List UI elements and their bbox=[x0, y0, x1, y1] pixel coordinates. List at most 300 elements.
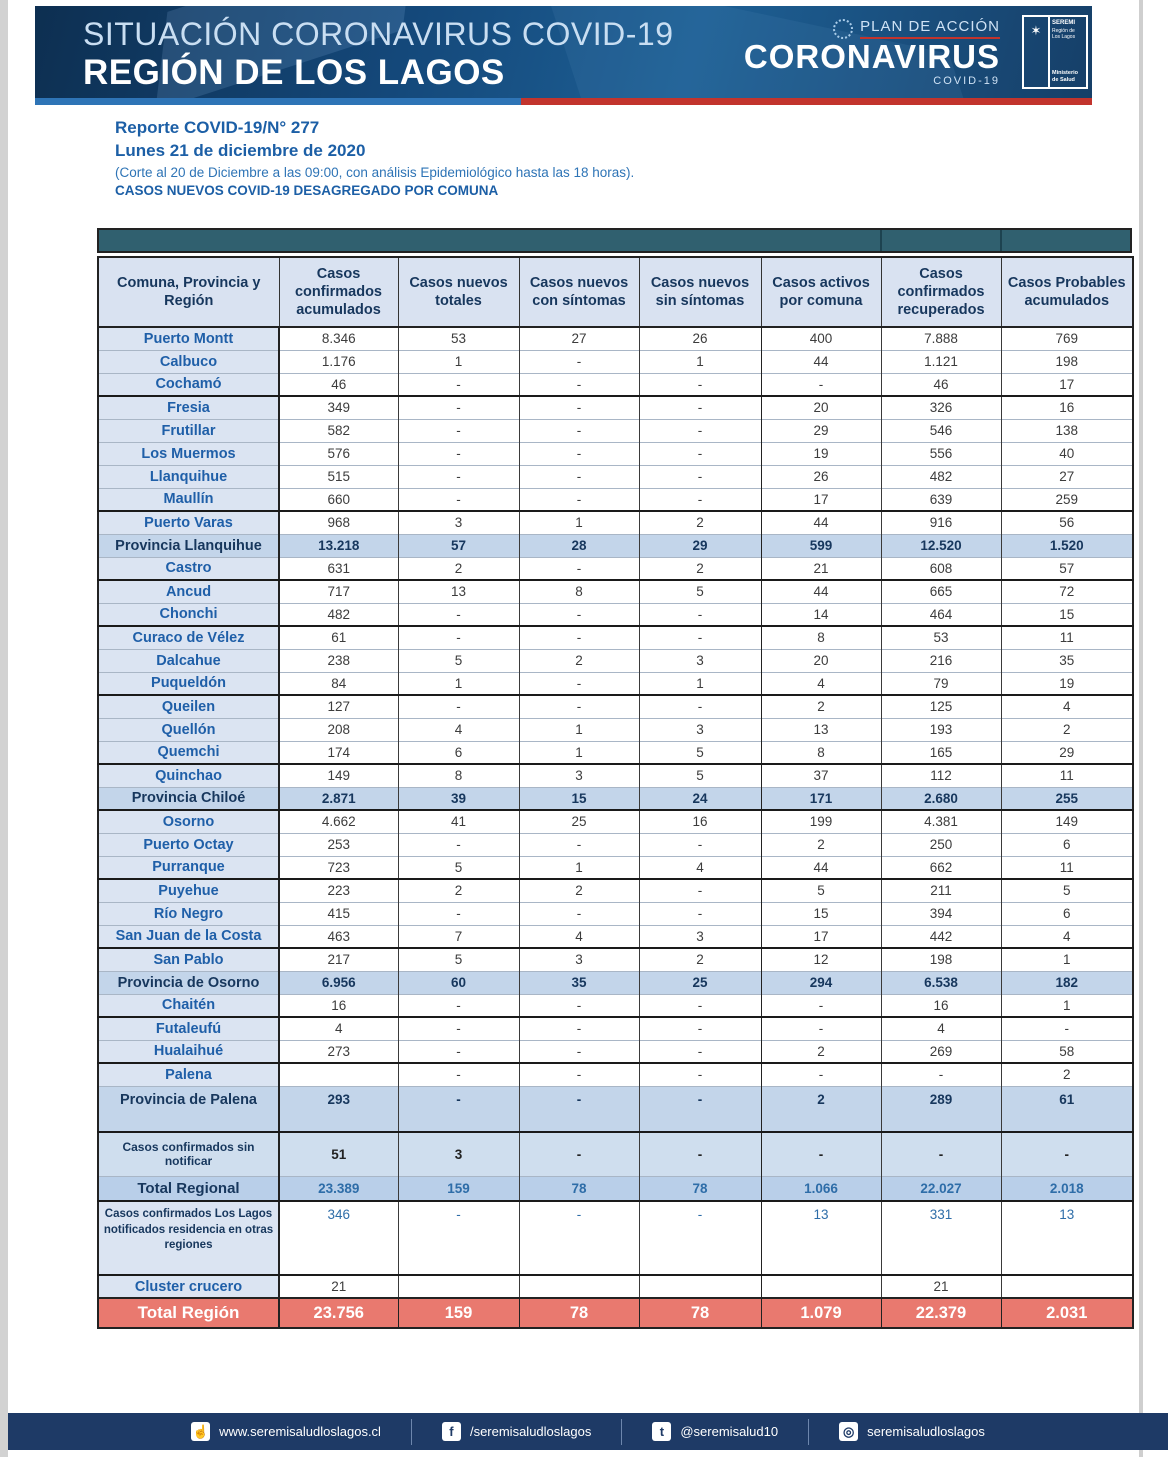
value-cell: - bbox=[519, 994, 639, 1017]
value-cell: - bbox=[519, 1040, 639, 1063]
value-cell: - bbox=[519, 902, 639, 925]
value-cell: 400 bbox=[761, 327, 881, 350]
value-cell: 599 bbox=[761, 534, 881, 557]
value-cell: - bbox=[519, 350, 639, 373]
value-cell: 46 bbox=[279, 373, 398, 396]
value-cell: - bbox=[398, 396, 519, 419]
value-cell: 3 bbox=[519, 764, 639, 787]
value-cell: 25 bbox=[639, 971, 761, 994]
value-cell: 211 bbox=[881, 879, 1001, 902]
value-cell: 1 bbox=[519, 741, 639, 764]
row-label: Osorno bbox=[98, 810, 279, 833]
page-right-edge bbox=[1139, 0, 1143, 1457]
row-label: Hualaihué bbox=[98, 1040, 279, 1063]
value-cell: 3 bbox=[398, 511, 519, 534]
value-cell: - bbox=[398, 373, 519, 396]
value-cell: 22.379 bbox=[881, 1298, 1001, 1328]
row-label: San Pablo bbox=[98, 948, 279, 971]
value-cell: 27 bbox=[519, 327, 639, 350]
value-cell: - bbox=[398, 1017, 519, 1040]
value-cell: 44 bbox=[761, 350, 881, 373]
value-cell: 72 bbox=[1001, 580, 1133, 603]
value-cell: 4 bbox=[761, 672, 881, 695]
value-cell: 21 bbox=[881, 1275, 1001, 1298]
value-cell: 8.346 bbox=[279, 327, 398, 350]
value-cell: 17 bbox=[1001, 373, 1133, 396]
value-cell: 293 bbox=[279, 1086, 398, 1132]
value-cell: 3 bbox=[639, 925, 761, 948]
value-cell: - bbox=[639, 396, 761, 419]
value-cell: 3 bbox=[398, 1132, 519, 1176]
value-cell bbox=[519, 1275, 639, 1298]
value-cell: 159 bbox=[398, 1298, 519, 1328]
value-cell: 17 bbox=[761, 488, 881, 511]
value-cell: 2.871 bbox=[279, 787, 398, 810]
value-cell: 2 bbox=[761, 1040, 881, 1063]
value-cell: 199 bbox=[761, 810, 881, 833]
value-cell: 717 bbox=[279, 580, 398, 603]
value-cell: - bbox=[519, 1017, 639, 1040]
value-cell: 13.218 bbox=[279, 534, 398, 557]
value-cell: - bbox=[639, 488, 761, 511]
value-cell: 255 bbox=[1001, 787, 1133, 810]
table-row bbox=[98, 833, 1133, 856]
table-row bbox=[98, 1063, 1133, 1086]
value-cell: 24 bbox=[639, 787, 761, 810]
row-label: San Juan de la Costa bbox=[98, 925, 279, 948]
value-cell: 27 bbox=[1001, 465, 1133, 488]
row-label: Ancud bbox=[98, 580, 279, 603]
value-cell: 2 bbox=[1001, 718, 1133, 741]
value-cell: 415 bbox=[279, 902, 398, 925]
value-cell: 61 bbox=[279, 626, 398, 649]
table-row bbox=[98, 396, 1133, 419]
table-row bbox=[98, 741, 1133, 764]
table-row bbox=[98, 994, 1133, 1017]
table-row bbox=[98, 442, 1133, 465]
value-cell: 1 bbox=[1001, 948, 1133, 971]
value-cell: 20 bbox=[761, 649, 881, 672]
value-cell: - bbox=[398, 465, 519, 488]
column-header: Casos confirmados acumulados bbox=[279, 257, 398, 327]
value-cell: 515 bbox=[279, 465, 398, 488]
value-cell: 198 bbox=[1001, 350, 1133, 373]
row-label: Provincia Llanquihue bbox=[98, 534, 279, 557]
value-cell: 37 bbox=[761, 764, 881, 787]
value-cell: 51 bbox=[279, 1132, 398, 1176]
table-row bbox=[98, 465, 1133, 488]
column-header: Comuna, Provincia y Región bbox=[98, 257, 279, 327]
value-cell: 26 bbox=[761, 465, 881, 488]
value-cell: 29 bbox=[1001, 741, 1133, 764]
stripe-blue bbox=[35, 98, 521, 105]
value-cell: 6.538 bbox=[881, 971, 1001, 994]
value-cell: 21 bbox=[279, 1275, 398, 1298]
table-top-bar bbox=[97, 228, 1132, 253]
value-cell: 60 bbox=[398, 971, 519, 994]
column-header: Casos nuevos sin síntomas bbox=[639, 257, 761, 327]
value-cell: 223 bbox=[279, 879, 398, 902]
row-label: Río Negro bbox=[98, 902, 279, 925]
value-cell: - bbox=[519, 1086, 639, 1132]
column-header: Casos nuevos totales bbox=[398, 257, 519, 327]
value-cell: - bbox=[519, 833, 639, 856]
row-label: Queilen bbox=[98, 695, 279, 718]
value-cell: 193 bbox=[881, 718, 1001, 741]
table-row bbox=[98, 419, 1133, 442]
banner-title-line1: SITUACIÓN CORONAVIRUS COVID-19 bbox=[83, 16, 674, 52]
value-cell: 5 bbox=[639, 580, 761, 603]
table-row bbox=[98, 488, 1133, 511]
table-row bbox=[98, 971, 1133, 994]
value-cell: - bbox=[398, 695, 519, 718]
value-cell: - bbox=[881, 1063, 1001, 1086]
value-cell: 53 bbox=[881, 626, 1001, 649]
value-cell: 2 bbox=[639, 511, 761, 534]
value-cell: 159 bbox=[398, 1176, 519, 1201]
row-label: Cluster crucero bbox=[98, 1275, 279, 1298]
value-cell: 29 bbox=[639, 534, 761, 557]
value-cell: 46 bbox=[881, 373, 1001, 396]
value-cell: 28 bbox=[519, 534, 639, 557]
value-cell: 1.066 bbox=[761, 1176, 881, 1201]
value-cell: 22.027 bbox=[881, 1176, 1001, 1201]
value-cell: - bbox=[398, 1040, 519, 1063]
value-cell: 149 bbox=[1001, 810, 1133, 833]
banner bbox=[35, 6, 1092, 98]
value-cell: 11 bbox=[1001, 626, 1133, 649]
row-label: Futaleufú bbox=[98, 1017, 279, 1040]
value-cell: 1 bbox=[519, 511, 639, 534]
footer-social-label: @seremisalud10 bbox=[680, 1424, 779, 1439]
column-header: Casos activos por comuna bbox=[761, 257, 881, 327]
government-logo bbox=[1022, 15, 1088, 89]
value-cell: - bbox=[639, 626, 761, 649]
value-cell: 8 bbox=[761, 741, 881, 764]
row-label: Quellón bbox=[98, 718, 279, 741]
value-cell: - bbox=[519, 672, 639, 695]
value-cell: - bbox=[519, 557, 639, 580]
table-row bbox=[98, 580, 1133, 603]
value-cell: 4 bbox=[881, 1017, 1001, 1040]
value-cell: 16 bbox=[639, 810, 761, 833]
value-cell: - bbox=[761, 1063, 881, 1086]
value-cell: 57 bbox=[398, 534, 519, 557]
row-label: Curaco de Vélez bbox=[98, 626, 279, 649]
value-cell: 2.018 bbox=[1001, 1176, 1133, 1201]
value-cell: - bbox=[639, 442, 761, 465]
row-label: Casos confirmados Los Lagos notificados residencia en otras regiones bbox=[98, 1201, 279, 1275]
row-label: Provincia Chiloé bbox=[98, 787, 279, 810]
value-cell: 250 bbox=[881, 833, 1001, 856]
value-cell: 171 bbox=[761, 787, 881, 810]
value-cell: 1.121 bbox=[881, 350, 1001, 373]
value-cell: 53 bbox=[398, 327, 519, 350]
value-cell: 294 bbox=[761, 971, 881, 994]
table-row bbox=[98, 649, 1133, 672]
gov-logo-line1: SEREMI bbox=[1052, 20, 1076, 26]
value-cell: 8 bbox=[761, 626, 881, 649]
table-row bbox=[98, 1086, 1133, 1132]
row-label: Dalcahue bbox=[98, 649, 279, 672]
value-cell: - bbox=[398, 626, 519, 649]
value-cell: 1.176 bbox=[279, 350, 398, 373]
table-row bbox=[98, 511, 1133, 534]
value-cell: 78 bbox=[519, 1176, 639, 1201]
value-cell: 198 bbox=[881, 948, 1001, 971]
value-cell: 6.956 bbox=[279, 971, 398, 994]
column-header: Casos nuevos con síntomas bbox=[519, 257, 639, 327]
report-heading bbox=[115, 118, 634, 198]
value-cell: 546 bbox=[881, 419, 1001, 442]
gov-logo-line2: Región de Los Lagos bbox=[1052, 27, 1076, 41]
value-cell: 58 bbox=[1001, 1040, 1133, 1063]
footer-bar bbox=[8, 1413, 1168, 1450]
row-label: Puerto Montt bbox=[98, 327, 279, 350]
value-cell: - bbox=[1001, 1017, 1133, 1040]
government-logo-text bbox=[1050, 17, 1086, 87]
value-cell: 57 bbox=[1001, 557, 1133, 580]
value-cell: 463 bbox=[279, 925, 398, 948]
value-cell: 4 bbox=[1001, 925, 1133, 948]
value-cell: 6 bbox=[398, 741, 519, 764]
value-cell: - bbox=[639, 465, 761, 488]
value-cell: 576 bbox=[279, 442, 398, 465]
value-cell: 639 bbox=[881, 488, 1001, 511]
table-top-bar-divider bbox=[880, 230, 882, 251]
table-row bbox=[98, 1275, 1133, 1298]
table-row bbox=[98, 327, 1133, 350]
value-cell: - bbox=[639, 695, 761, 718]
value-cell: 4 bbox=[519, 925, 639, 948]
value-cell: 482 bbox=[881, 465, 1001, 488]
value-cell: 916 bbox=[881, 511, 1001, 534]
table-row bbox=[98, 672, 1133, 695]
footer-social-item bbox=[621, 1419, 808, 1445]
value-cell bbox=[639, 1275, 761, 1298]
value-cell: 2 bbox=[398, 879, 519, 902]
value-cell: - bbox=[639, 1040, 761, 1063]
coronavirus-brand bbox=[744, 18, 1000, 87]
value-cell: 44 bbox=[761, 856, 881, 879]
value-cell: 662 bbox=[881, 856, 1001, 879]
row-label: Fresia bbox=[98, 396, 279, 419]
value-cell: 84 bbox=[279, 672, 398, 695]
value-cell: 253 bbox=[279, 833, 398, 856]
value-cell: 8 bbox=[519, 580, 639, 603]
value-cell: 78 bbox=[639, 1298, 761, 1328]
value-cell: 4.381 bbox=[881, 810, 1001, 833]
report-subtitle: CASOS NUEVOS COVID-19 DESAGREGADO POR COMUNA bbox=[115, 183, 499, 198]
virus-icon bbox=[833, 19, 853, 39]
value-cell: 582 bbox=[279, 419, 398, 442]
table-top-bar-divider bbox=[1000, 230, 1002, 251]
value-cell: 723 bbox=[279, 856, 398, 879]
table-row bbox=[98, 695, 1133, 718]
value-cell: 19 bbox=[1001, 672, 1133, 695]
value-cell: - bbox=[639, 419, 761, 442]
value-cell bbox=[279, 1063, 398, 1086]
value-cell: 1 bbox=[1001, 994, 1133, 1017]
value-cell: 23.756 bbox=[279, 1298, 398, 1328]
value-cell: 5 bbox=[761, 879, 881, 902]
row-label: Frutillar bbox=[98, 419, 279, 442]
value-cell: 138 bbox=[1001, 419, 1133, 442]
value-cell: 6 bbox=[1001, 902, 1133, 925]
value-cell: - bbox=[639, 994, 761, 1017]
value-cell: 3 bbox=[519, 948, 639, 971]
value-cell: 12.520 bbox=[881, 534, 1001, 557]
value-cell: - bbox=[639, 1086, 761, 1132]
row-label: Chonchi bbox=[98, 603, 279, 626]
value-cell: - bbox=[519, 695, 639, 718]
column-header: Casos confirmados recuperados bbox=[881, 257, 1001, 327]
table-header-row bbox=[98, 257, 1133, 327]
value-cell: - bbox=[519, 488, 639, 511]
value-cell: 3 bbox=[639, 649, 761, 672]
value-cell: 326 bbox=[881, 396, 1001, 419]
footer-social-item bbox=[808, 1419, 1015, 1445]
value-cell: - bbox=[761, 1132, 881, 1176]
footer-social-label: www.seremisaludloslagos.cl bbox=[219, 1424, 381, 1439]
value-cell: 4 bbox=[639, 856, 761, 879]
column-header: Casos Probables acumulados bbox=[1001, 257, 1133, 327]
value-cell: 78 bbox=[519, 1298, 639, 1328]
value-cell: 269 bbox=[881, 1040, 1001, 1063]
value-cell: 127 bbox=[279, 695, 398, 718]
value-cell: 2 bbox=[519, 879, 639, 902]
brand-wordmark: CORONAVIRUS bbox=[743, 38, 1000, 75]
value-cell: 2 bbox=[761, 695, 881, 718]
value-cell: 14 bbox=[761, 603, 881, 626]
report-date: Lunes 21 de diciembre de 2020 bbox=[115, 141, 366, 160]
value-cell: 16 bbox=[279, 994, 398, 1017]
value-cell: - bbox=[639, 1017, 761, 1040]
page-left-edge bbox=[0, 0, 8, 1457]
value-cell: - bbox=[639, 879, 761, 902]
value-cell: 13 bbox=[1001, 1201, 1133, 1275]
row-label: Quinchao bbox=[98, 764, 279, 787]
value-cell: 11 bbox=[1001, 856, 1133, 879]
value-cell: 1 bbox=[398, 672, 519, 695]
hand-cursor-icon: ☝ bbox=[191, 1422, 210, 1441]
value-cell: - bbox=[398, 994, 519, 1017]
table-row bbox=[98, 350, 1133, 373]
report-cutoff-note: (Corte al 20 de Diciembre a las 09:00, con análisis Epidemiológico hasta las 18 horas). bbox=[115, 165, 635, 180]
value-cell: - bbox=[761, 1017, 881, 1040]
value-cell: 1 bbox=[519, 718, 639, 741]
value-cell: 61 bbox=[1001, 1086, 1133, 1132]
value-cell: 15 bbox=[761, 902, 881, 925]
value-cell: - bbox=[519, 1132, 639, 1176]
page-title bbox=[83, 16, 673, 93]
value-cell: - bbox=[639, 833, 761, 856]
value-cell: 29 bbox=[761, 419, 881, 442]
table-row bbox=[98, 879, 1133, 902]
value-cell: 464 bbox=[881, 603, 1001, 626]
row-label: Los Muermos bbox=[98, 442, 279, 465]
row-label: Quemchi bbox=[98, 741, 279, 764]
row-label: Puyehue bbox=[98, 879, 279, 902]
value-cell: - bbox=[519, 1063, 639, 1086]
value-cell: - bbox=[398, 442, 519, 465]
value-cell: 8 bbox=[398, 764, 519, 787]
banner-title-line2: REGIÓN DE LOS LAGOS bbox=[83, 52, 505, 92]
table-row bbox=[98, 1132, 1133, 1176]
value-cell: 5 bbox=[639, 764, 761, 787]
value-cell: 217 bbox=[279, 948, 398, 971]
value-cell: 482 bbox=[279, 603, 398, 626]
value-cell: 208 bbox=[279, 718, 398, 741]
value-cell: 35 bbox=[519, 971, 639, 994]
value-cell: 968 bbox=[279, 511, 398, 534]
footer-social-item bbox=[161, 1419, 411, 1445]
value-cell: - bbox=[519, 442, 639, 465]
value-cell: 5 bbox=[639, 741, 761, 764]
value-cell: 660 bbox=[279, 488, 398, 511]
value-cell: 21 bbox=[761, 557, 881, 580]
value-cell: - bbox=[639, 1063, 761, 1086]
value-cell: - bbox=[519, 465, 639, 488]
value-cell: - bbox=[639, 1132, 761, 1176]
value-cell: 165 bbox=[881, 741, 1001, 764]
facebook-icon: f bbox=[442, 1422, 461, 1441]
value-cell: - bbox=[398, 603, 519, 626]
value-cell: 1 bbox=[398, 350, 519, 373]
value-cell: 78 bbox=[639, 1176, 761, 1201]
value-cell: - bbox=[761, 373, 881, 396]
brand-sub-label: COVID-19 bbox=[933, 75, 1000, 88]
footer-social-item bbox=[411, 1419, 621, 1445]
value-cell: 442 bbox=[881, 925, 1001, 948]
value-cell: - bbox=[519, 1201, 639, 1275]
row-label: Puqueldón bbox=[98, 672, 279, 695]
footer-social-label: /seremisaludloslagos bbox=[469, 1424, 592, 1439]
value-cell: - bbox=[398, 1201, 519, 1275]
value-cell: - bbox=[519, 419, 639, 442]
value-cell: 2 bbox=[398, 557, 519, 580]
value-cell: - bbox=[398, 1063, 519, 1086]
value-cell: 2.031 bbox=[1001, 1298, 1133, 1328]
value-cell: - bbox=[639, 603, 761, 626]
row-label: Total Regional bbox=[98, 1176, 279, 1201]
value-cell: - bbox=[1001, 1132, 1133, 1176]
value-cell: 1.520 bbox=[1001, 534, 1133, 557]
value-cell: 4 bbox=[398, 718, 519, 741]
value-cell: - bbox=[519, 396, 639, 419]
value-cell: 4.662 bbox=[279, 810, 398, 833]
value-cell: 331 bbox=[881, 1201, 1001, 1275]
value-cell: 5 bbox=[398, 856, 519, 879]
value-cell: 15 bbox=[519, 787, 639, 810]
value-cell: 1 bbox=[639, 350, 761, 373]
value-cell: 20 bbox=[761, 396, 881, 419]
table-row bbox=[98, 925, 1133, 948]
value-cell: 665 bbox=[881, 580, 1001, 603]
row-label: Palena bbox=[98, 1063, 279, 1086]
value-cell: 2 bbox=[761, 1086, 881, 1132]
row-label: Puerto Varas bbox=[98, 511, 279, 534]
value-cell: - bbox=[639, 902, 761, 925]
value-cell: 631 bbox=[279, 557, 398, 580]
row-label: Castro bbox=[98, 557, 279, 580]
table-row bbox=[98, 718, 1133, 741]
banner-underline bbox=[35, 98, 1092, 105]
value-cell: 13 bbox=[761, 718, 881, 741]
value-cell: 1 bbox=[639, 672, 761, 695]
table-row bbox=[98, 1176, 1133, 1201]
table-row bbox=[98, 557, 1133, 580]
